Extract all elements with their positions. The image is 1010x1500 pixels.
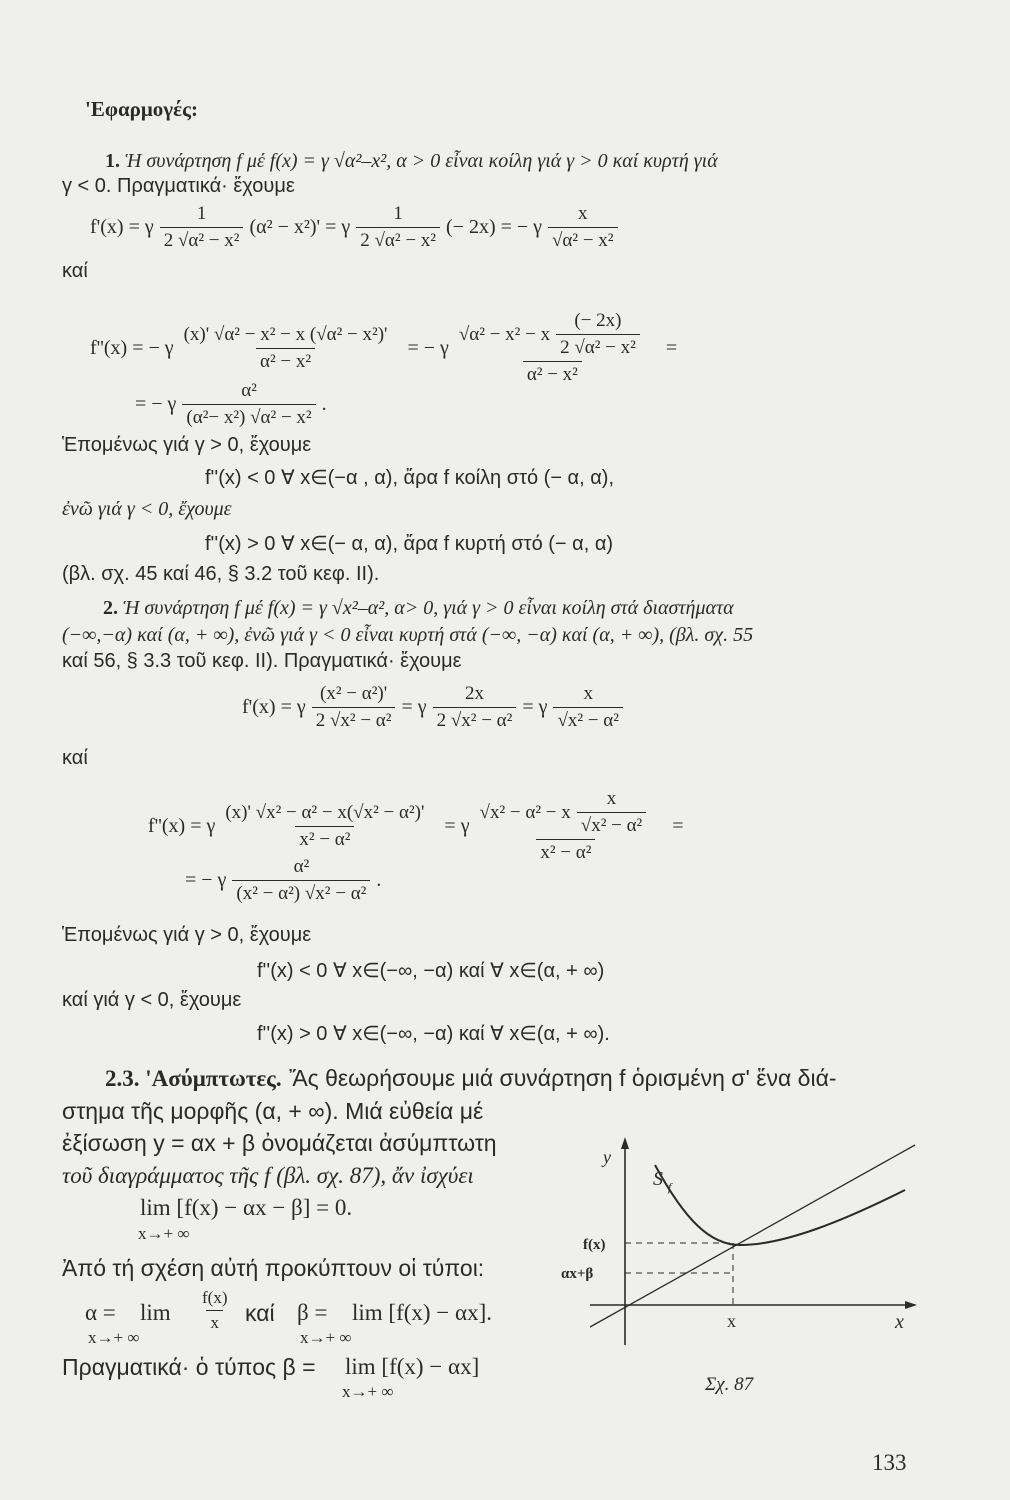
formula-alpha-lim: lim — [140, 1300, 171, 1325]
fig-curve-label: S — [653, 1168, 663, 1190]
app2-f3-d: (x² − α²) √x² − α² — [232, 880, 370, 905]
app2-f2-eq: = — [672, 814, 684, 837]
app1-f2-frac1 — [180, 324, 392, 373]
app2-f2-d1: x² − α² — [295, 826, 354, 851]
section-line-6: Πραγματικά· ὁ τύπος β = — [62, 1354, 316, 1380]
fig-x-axis-label: x — [895, 1311, 904, 1333]
app1-f2-inner-frac — [556, 310, 640, 359]
app2-kai: καί — [62, 747, 88, 769]
alpha-frac — [198, 1288, 231, 1333]
app1-f2-frac2 — [455, 310, 650, 386]
app1-f2-m: = − γ — [407, 336, 449, 359]
section-line-3: ἐξίσωση y = αx + β ὀνομάζεται ἀσύμπτωτη — [62, 1130, 497, 1156]
formula-alpha-lhs: α = — [85, 1300, 116, 1325]
app1-kai: καί — [62, 260, 88, 282]
y-axis-arrow-icon — [621, 1137, 629, 1149]
app2-f2-m: = γ — [444, 814, 470, 837]
figure-87 — [561, 1135, 920, 1405]
app1-f1-m2: (− 2x) = − γ — [446, 216, 542, 238]
app1-conseq1: Ἑπομένως γιά γ > 0, ἔχουμε — [62, 434, 312, 456]
app2-statement-a: Ἡ συνάρτηση f μέ f(x) = γ √x²–α², α> 0, γιά γ > 0 εἶναι κοίλη στά διαστήματα — [123, 597, 734, 619]
app2-line-1 — [103, 597, 734, 620]
app2-f3-dot: . — [376, 869, 382, 891]
alpha-frac-num: f(x) — [202, 1288, 228, 1307]
app1-f1-n2: 1 — [393, 203, 403, 224]
app2-f1-frac2 — [433, 683, 517, 732]
app2-f2-frac1 — [221, 802, 428, 851]
fig-y-label: y — [603, 1147, 611, 1167]
section-line-5: Ἀπό τή σχέση αὐτή προκύπτουν οἱ τύποι: — [62, 1255, 485, 1281]
app1-f1-d3: √α² − x² — [548, 227, 618, 252]
section-line-2: στημα τῆς μορφῆς (α, + ∞). Μιά εὐθεία μέ — [62, 1098, 484, 1124]
app2-f1-m2: = γ — [522, 696, 548, 718]
app2-f2-n1: (x)' √x² − α² − x(√x² − α²)' — [225, 801, 425, 823]
app1-f3-dot: . — [321, 393, 327, 415]
fig-line-label: αx+β — [561, 1266, 594, 1282]
app1-statement-a: Ἡ συνάρτηση f μέ f(x) = γ √α²–x², α > 0 εἶναι κοίλη γιά γ > 0 καί κυρτή γιά — [125, 150, 718, 172]
app2-f1-n1: (x² − α²)' — [320, 683, 388, 704]
app2-conseq1: Ἑπομένως γιά γ > 0, ἔχουμε — [62, 924, 312, 946]
app2-f1-n3: x — [583, 683, 593, 704]
fig-fx-label: f(x) — [583, 1237, 606, 1253]
app2-f3-n: α² — [293, 856, 310, 877]
app2-statement-c: καί 56, § 3.3 τοῦ κεφ. II). Πραγματικά· ἔχουμε — [62, 650, 462, 672]
app2-f1-frac1 — [312, 683, 396, 732]
app1-f3-n: α² — [241, 380, 257, 401]
app2-f1-d3: √x² − α² — [553, 707, 623, 732]
section-line-6-lim: lim [f(x) − αx] — [345, 1354, 480, 1379]
app1-result2: f''(x) > 0 ∀ x∈(− α, α), ἄρα f κυρτή στό (− α, α) — [205, 533, 614, 555]
app2-f1-m1: = γ — [401, 696, 427, 718]
section-limit-1-sub: x→+ ∞ — [138, 1224, 190, 1243]
app1-reference: (βλ. σχ. 45 καί 46, § 3.2 τοῦ κεφ. II). — [62, 563, 380, 585]
fig-caption: Σχ. 87 — [705, 1374, 754, 1395]
app1-f1-lhs: f'(x) = γ — [90, 216, 154, 238]
section-line1-text: Ἄς θεωρήσουμε μιά συνάρτηση f ὁρισμένη σ' ἕνα διά- — [288, 1065, 837, 1091]
section-title: 2.3. 'Ασύμπτωτες. — [105, 1066, 282, 1091]
app1-f1-d2: 2 √α² − x² — [356, 227, 440, 252]
formula-beta-lim: lim [f(x) − αx]. — [352, 1300, 492, 1325]
app2-f2-lhs: f''(x) = γ — [148, 814, 216, 837]
app2-f2-frac2 — [476, 788, 657, 864]
app1-f2-d2: α² − x² — [523, 361, 582, 386]
app2-f1-d1: 2 √x² − α² — [312, 707, 396, 732]
section-line-4: τοῦ διαγράμματος τῆς f (βλ. σχ. 87), ἄν ἰσχύει — [62, 1163, 474, 1188]
formula-alpha-frac — [192, 1288, 237, 1333]
formula-beta-sub: x→+ ∞ — [300, 1328, 352, 1347]
page-number: 133 — [872, 1450, 907, 1475]
app1-f1-frac3 — [548, 203, 618, 252]
app1-f2-n1: (x)' √α² − x² − x (√α² − x²)' — [183, 323, 388, 345]
page-heading: 'Εφαρμογές: — [85, 97, 198, 121]
app1-f1-frac1 — [160, 203, 244, 252]
asymptote-line — [590, 1145, 915, 1327]
app1-f3-d: (α²− x²) √α² − x² — [182, 404, 315, 429]
app1-first-derivative — [90, 203, 624, 252]
app2-f1-d2: 2 √x² − α² — [433, 707, 517, 732]
formula-kai: καί — [245, 1300, 275, 1326]
app2-first-derivative — [242, 683, 629, 732]
app2-f2-n2c: √x² − α² — [577, 812, 647, 837]
app2-f2-n2 — [476, 788, 657, 839]
app1-line-1 — [105, 150, 718, 173]
app1-f2-n2b: (− 2x) — [574, 310, 622, 331]
app1-f2-lhs: f''(x) = − γ — [90, 336, 174, 359]
app2-number: 2. — [103, 597, 118, 619]
app1-f1-n1: 1 — [196, 203, 207, 224]
app2-result1: f''(x) < 0 ∀ x∈(−∞, −α) καί ∀ x∈(α, + ∞) — [257, 960, 605, 982]
app2-f3-frac — [232, 856, 370, 905]
curve-sf — [655, 1165, 905, 1245]
x-axis-arrow-icon — [905, 1301, 917, 1309]
app1-number: 1. — [105, 150, 120, 172]
app2-f3-lhs: = − γ — [185, 869, 227, 891]
fig-x-tick: x — [727, 1311, 736, 1331]
app1-f2-eq: = — [665, 336, 678, 359]
app2-result2: f''(x) > 0 ∀ x∈(−∞, −α) καί ∀ x∈(α, + ∞). — [257, 1023, 610, 1045]
app1-f2-d1: α² − x² — [256, 348, 315, 373]
app2-second-derivative-result — [185, 856, 381, 905]
app2-f2-inner-frac — [577, 788, 647, 837]
fig-curve-sub: f — [668, 1180, 672, 1194]
formula-alpha-sub: x→+ ∞ — [88, 1328, 140, 1347]
app1-statement-b: γ < 0. Πραγματικά· ἔχουμε — [62, 175, 295, 197]
section-line-1 — [105, 1065, 837, 1092]
app1-eno: ἐνῶ γιά γ < 0, ἔχουμε — [62, 498, 232, 520]
app1-second-derivative-result — [135, 380, 327, 429]
app1-f2-n2c: 2 √α² − x² — [556, 334, 640, 359]
app1-f3-frac — [182, 380, 315, 429]
app2-f1-lhs: f'(x) = γ — [242, 696, 306, 718]
app2-f1-n2: 2x — [464, 683, 484, 704]
app2-statement-b: (−∞,−α) καί (α, + ∞), ἐνῶ γιά γ < 0 εἶναι κυρτή στά (−∞, −α) καί (α, + ∞), (βλ. σχ. 55 — [62, 624, 754, 646]
app1-f3-lhs: = − γ — [135, 393, 177, 415]
formula-beta-lhs: β = — [297, 1300, 328, 1325]
alpha-frac-den: x — [206, 1310, 223, 1333]
app2-second-derivative — [148, 788, 684, 864]
app1-f1-frac2 — [356, 203, 440, 252]
app2-f2-n2b: x — [606, 788, 617, 809]
app1-f1-d1: 2 √α² − x² — [160, 227, 244, 252]
app2-f2-n2a: √x² − α² − x — [479, 801, 571, 823]
app2-f1-frac3 — [553, 683, 623, 732]
app1-f1-m1: (α² − x²)' = γ — [249, 216, 351, 238]
app2-conseq2: καί γιά γ < 0, ἔχουμε — [62, 989, 242, 1011]
app1-second-derivative — [90, 310, 677, 386]
section-line-6-sub: x→+ ∞ — [342, 1382, 394, 1401]
app1-f2-n2a: √α² − x² − x — [458, 323, 551, 345]
app1-f2-n2 — [455, 310, 650, 361]
app1-f1-n3: x — [578, 203, 588, 224]
app1-result1: f''(x) < 0 ∀ x∈(−α , α), ἄρα f κοίλη στό (− α, α), — [205, 467, 615, 489]
section-limit-1: lim [f(x) − αx − β] = 0. — [140, 1195, 353, 1220]
app2-f2-d2: x² − α² — [536, 839, 595, 864]
